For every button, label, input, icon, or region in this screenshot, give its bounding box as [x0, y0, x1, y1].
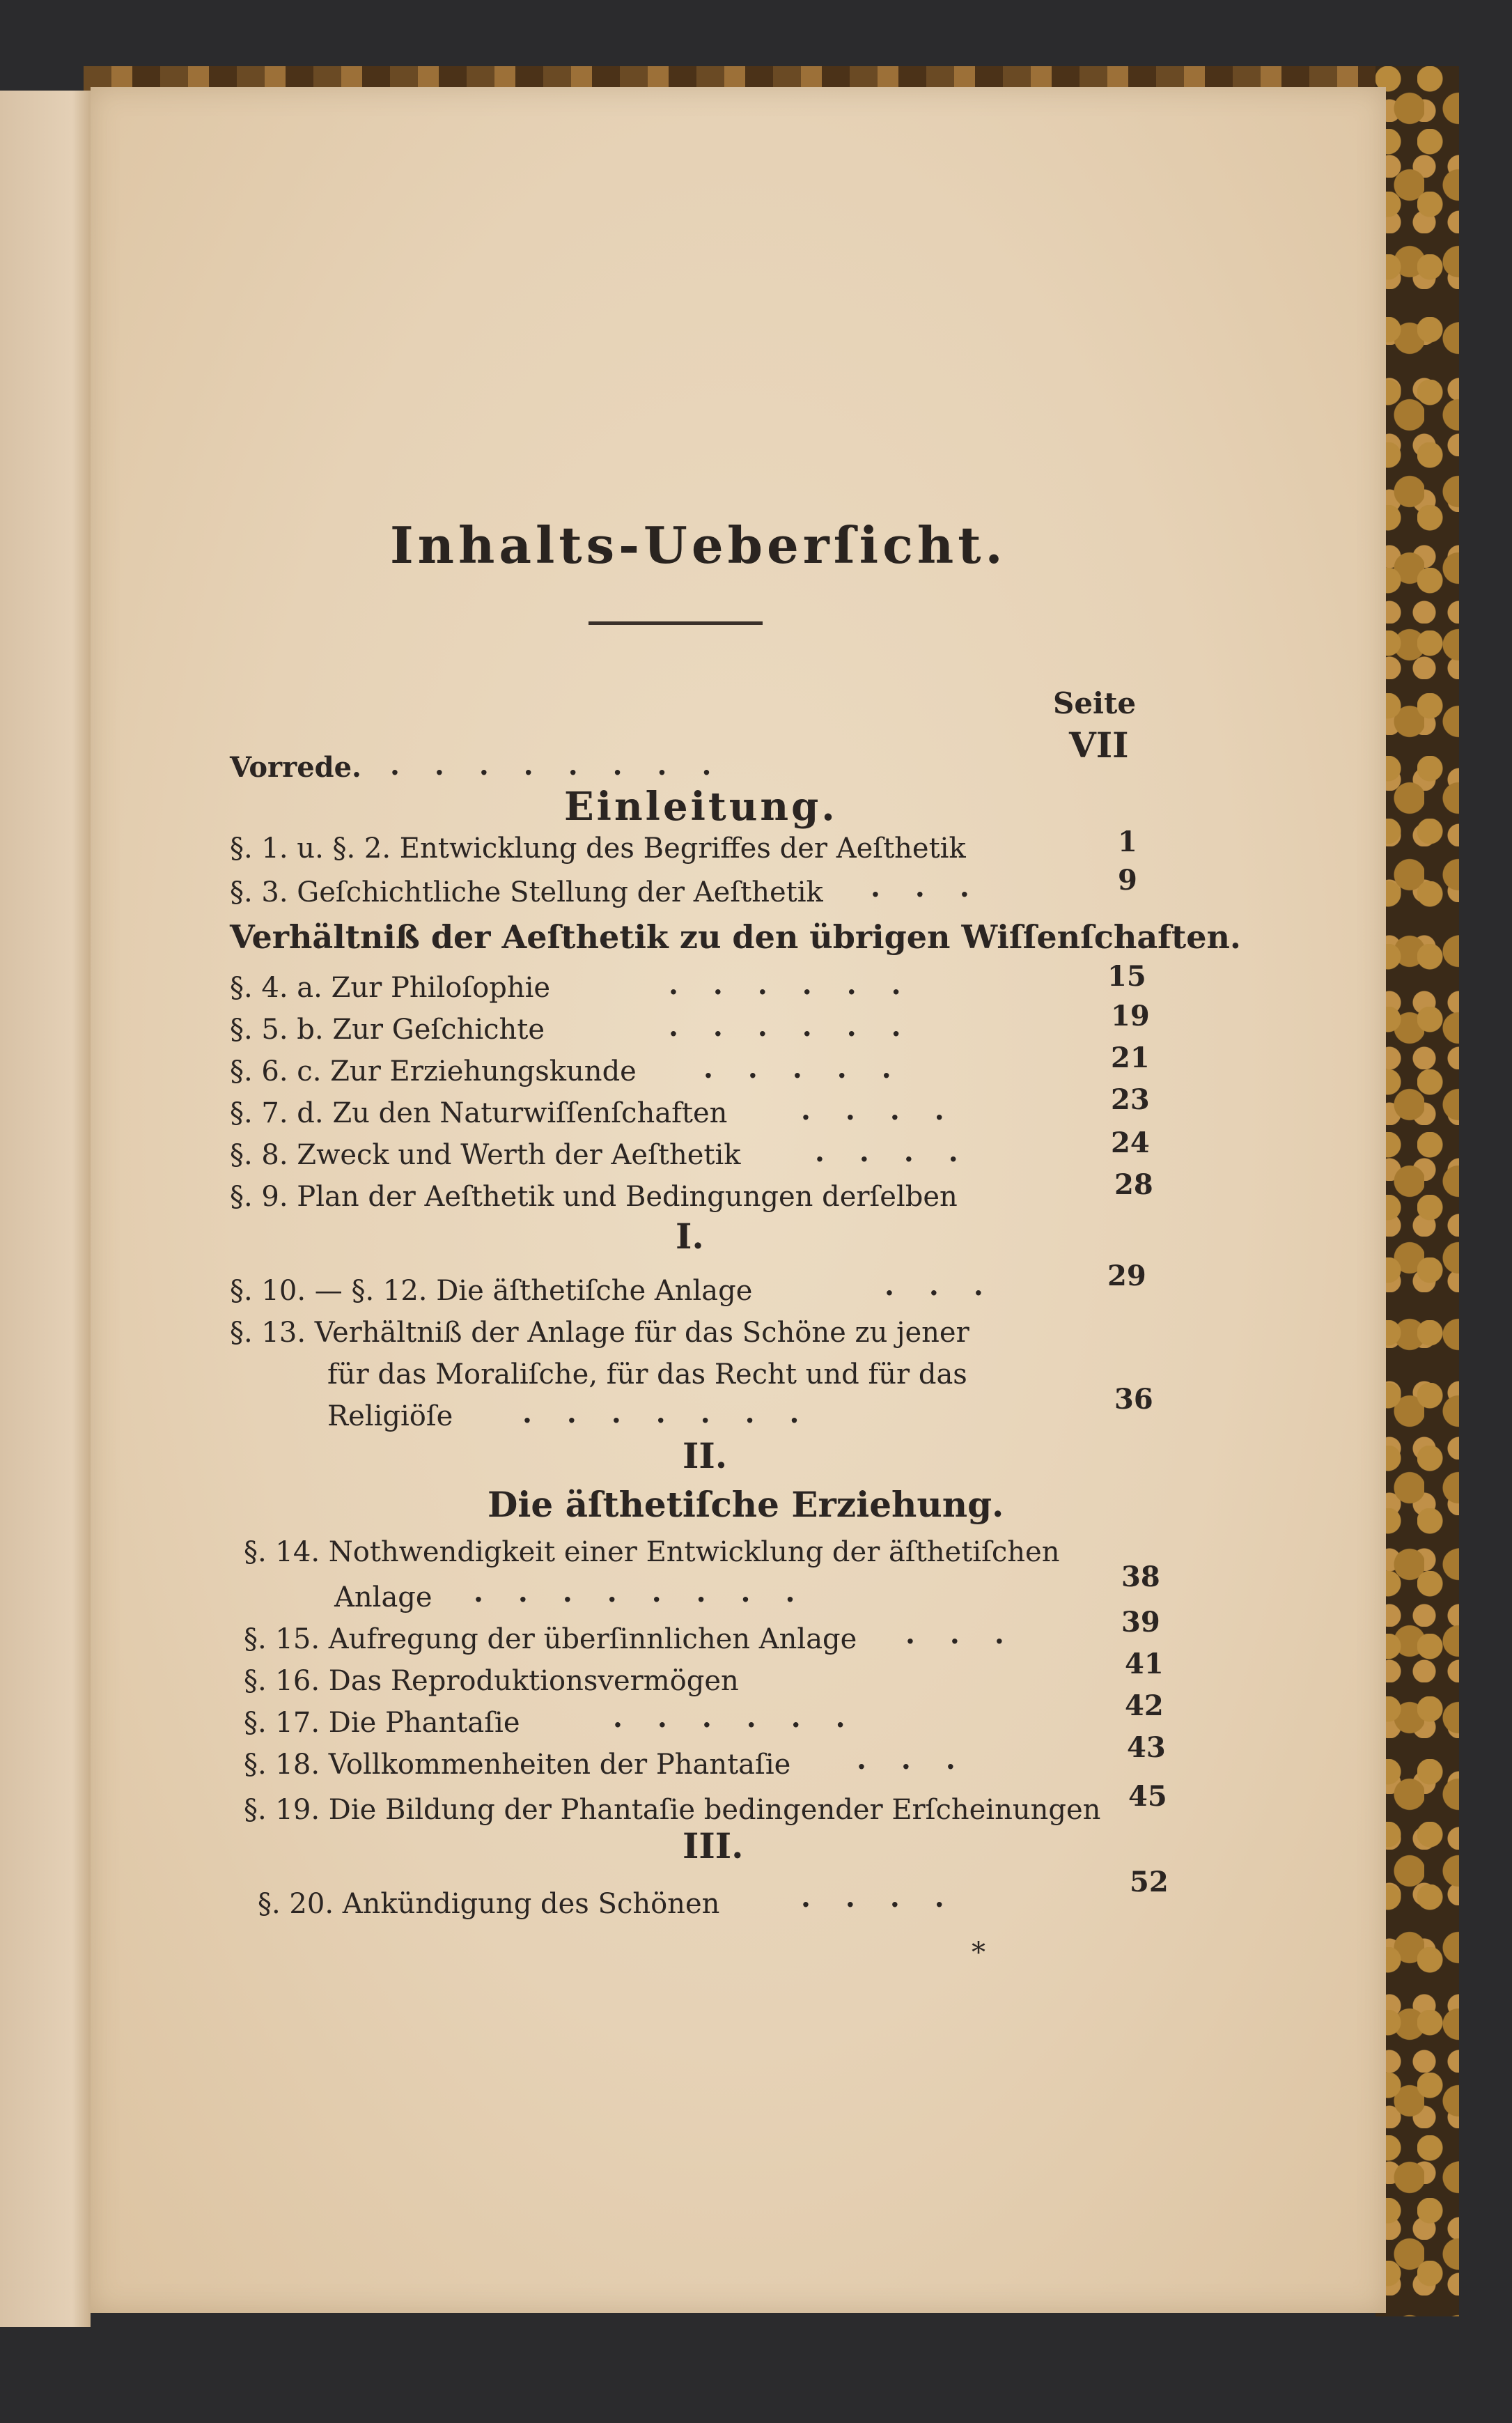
toc-page: 39 [1121, 1606, 1160, 1639]
toc-page: 9 [1118, 864, 1137, 897]
toc-page: 38 [1121, 1561, 1160, 1593]
dot-leader: ........ [474, 1576, 830, 1609]
toc-entry: §. 20. Ankündigung des Schönen [258, 1888, 720, 1920]
dot-leader: ..... [703, 1052, 926, 1085]
toc-page: 52 [1130, 1866, 1169, 1898]
dot-leader: ...... [669, 968, 936, 1001]
toc-entry: §. 4. a. Zur Philoſophie [230, 972, 551, 1004]
dot-leader: ...... [613, 1701, 880, 1734]
seite-label: Seite [1053, 686, 1137, 720]
toc-entry-line: §. 14. Nothwendigkeit einer Entwicklung der äſthetiſchen [244, 1536, 1060, 1568]
toc-page: 21 [1111, 1042, 1150, 1074]
dot-leader: ....... [522, 1397, 834, 1430]
part-numeral: II. [683, 1435, 728, 1476]
dot-leader: ...... [669, 1010, 936, 1043]
toc-entry: §. 8. Zweck und Werth der Aeſthetik [230, 1139, 741, 1171]
toc-entry-line: Religiöſe [327, 1400, 453, 1432]
toc-page: 45 [1128, 1780, 1167, 1813]
toc-entry-line: für das Moraliſche, für das Recht und für das [327, 1358, 967, 1391]
toc-entry-line: §. 13. Verhältniß der Anlage für das Schöne zu jener [230, 1317, 969, 1349]
dot-leader: ... [905, 1618, 1039, 1650]
part-heading: Die äſthetiſche Erziehung. [488, 1484, 1004, 1525]
toc-entry: §. 16. Das Reproduktionsvermögen [244, 1665, 739, 1697]
toc-entry: §. 6. c. Zur Erziehungskunde [230, 1055, 637, 1087]
dot-leader: ... [857, 1743, 990, 1776]
toc-entry: §. 7. d. Zu den Naturwiſſenſchaften [230, 1097, 728, 1129]
marbled-cover-edge [1375, 66, 1459, 2316]
toc-page: 36 [1114, 1383, 1153, 1416]
einleitung-heading: Einleitung. [564, 784, 838, 830]
dot-leader: ........ [390, 749, 747, 782]
page-title: Inhalts-Ueberſicht. [390, 516, 1007, 575]
toc-page: 28 [1114, 1168, 1153, 1201]
title-rule [589, 621, 763, 625]
vorrede-page: VII [1069, 725, 1129, 766]
dot-leader: ... [871, 871, 1004, 904]
toc-page: 23 [1111, 1083, 1150, 1116]
toc-entry: §. 3. Geſchichtliche Stellung der Aeſthetik [230, 876, 823, 908]
toc-page: 43 [1127, 1731, 1166, 1764]
part-numeral: I. [676, 1216, 704, 1257]
toc-page: 24 [1111, 1127, 1150, 1159]
dot-leader: .... [801, 1094, 979, 1127]
dot-leader: .... [815, 1136, 993, 1168]
toc-page: 1 [1118, 826, 1137, 858]
toc-entry: §. 9. Plan der Aeſthetik und Bedingungen derſelben [230, 1181, 958, 1213]
toc-entry: §. 10. — §. 12. Die äſthetiſche Anlage [230, 1275, 753, 1307]
toc-entry: §. 5. b. Zur Geſchichte [230, 1014, 545, 1046]
part-numeral: III. [683, 1825, 744, 1866]
dot-leader: ... [884, 1269, 1018, 1302]
toc-entry-line: Anlage [334, 1581, 432, 1613]
toc-page: 15 [1107, 960, 1146, 993]
vorrede-label: Vorrede. [230, 751, 361, 784]
toc-page: 42 [1125, 1689, 1164, 1722]
toc-page: 41 [1125, 1648, 1164, 1680]
toc-entry: §. 15. Aufregung der überſinnlichen Anlage [244, 1623, 857, 1655]
left-page-edge [0, 91, 91, 2327]
toc-entry: §. 19. Die Bildung der Phantaſie bedingender Erſcheinungen [244, 1794, 1101, 1826]
toc-page: 29 [1107, 1260, 1146, 1292]
toc-entry: §. 18. Vollkommenheiten der Phantaſie [244, 1749, 791, 1781]
toc-page: 19 [1111, 1000, 1150, 1032]
toc-entry: §. 17. Die Phantaſie [244, 1707, 520, 1739]
signature-mark: * [972, 1937, 985, 1969]
toc-entry: §. 1. u. §. 2. Entwicklung des Begriffes der Aeſthetik [230, 833, 966, 865]
dot-leader: .... [801, 1881, 979, 1914]
verhaeltnis-heading: Verhältniß der Aeſthetik zu den übrigen Wiſſenſchaften. [230, 918, 1241, 956]
